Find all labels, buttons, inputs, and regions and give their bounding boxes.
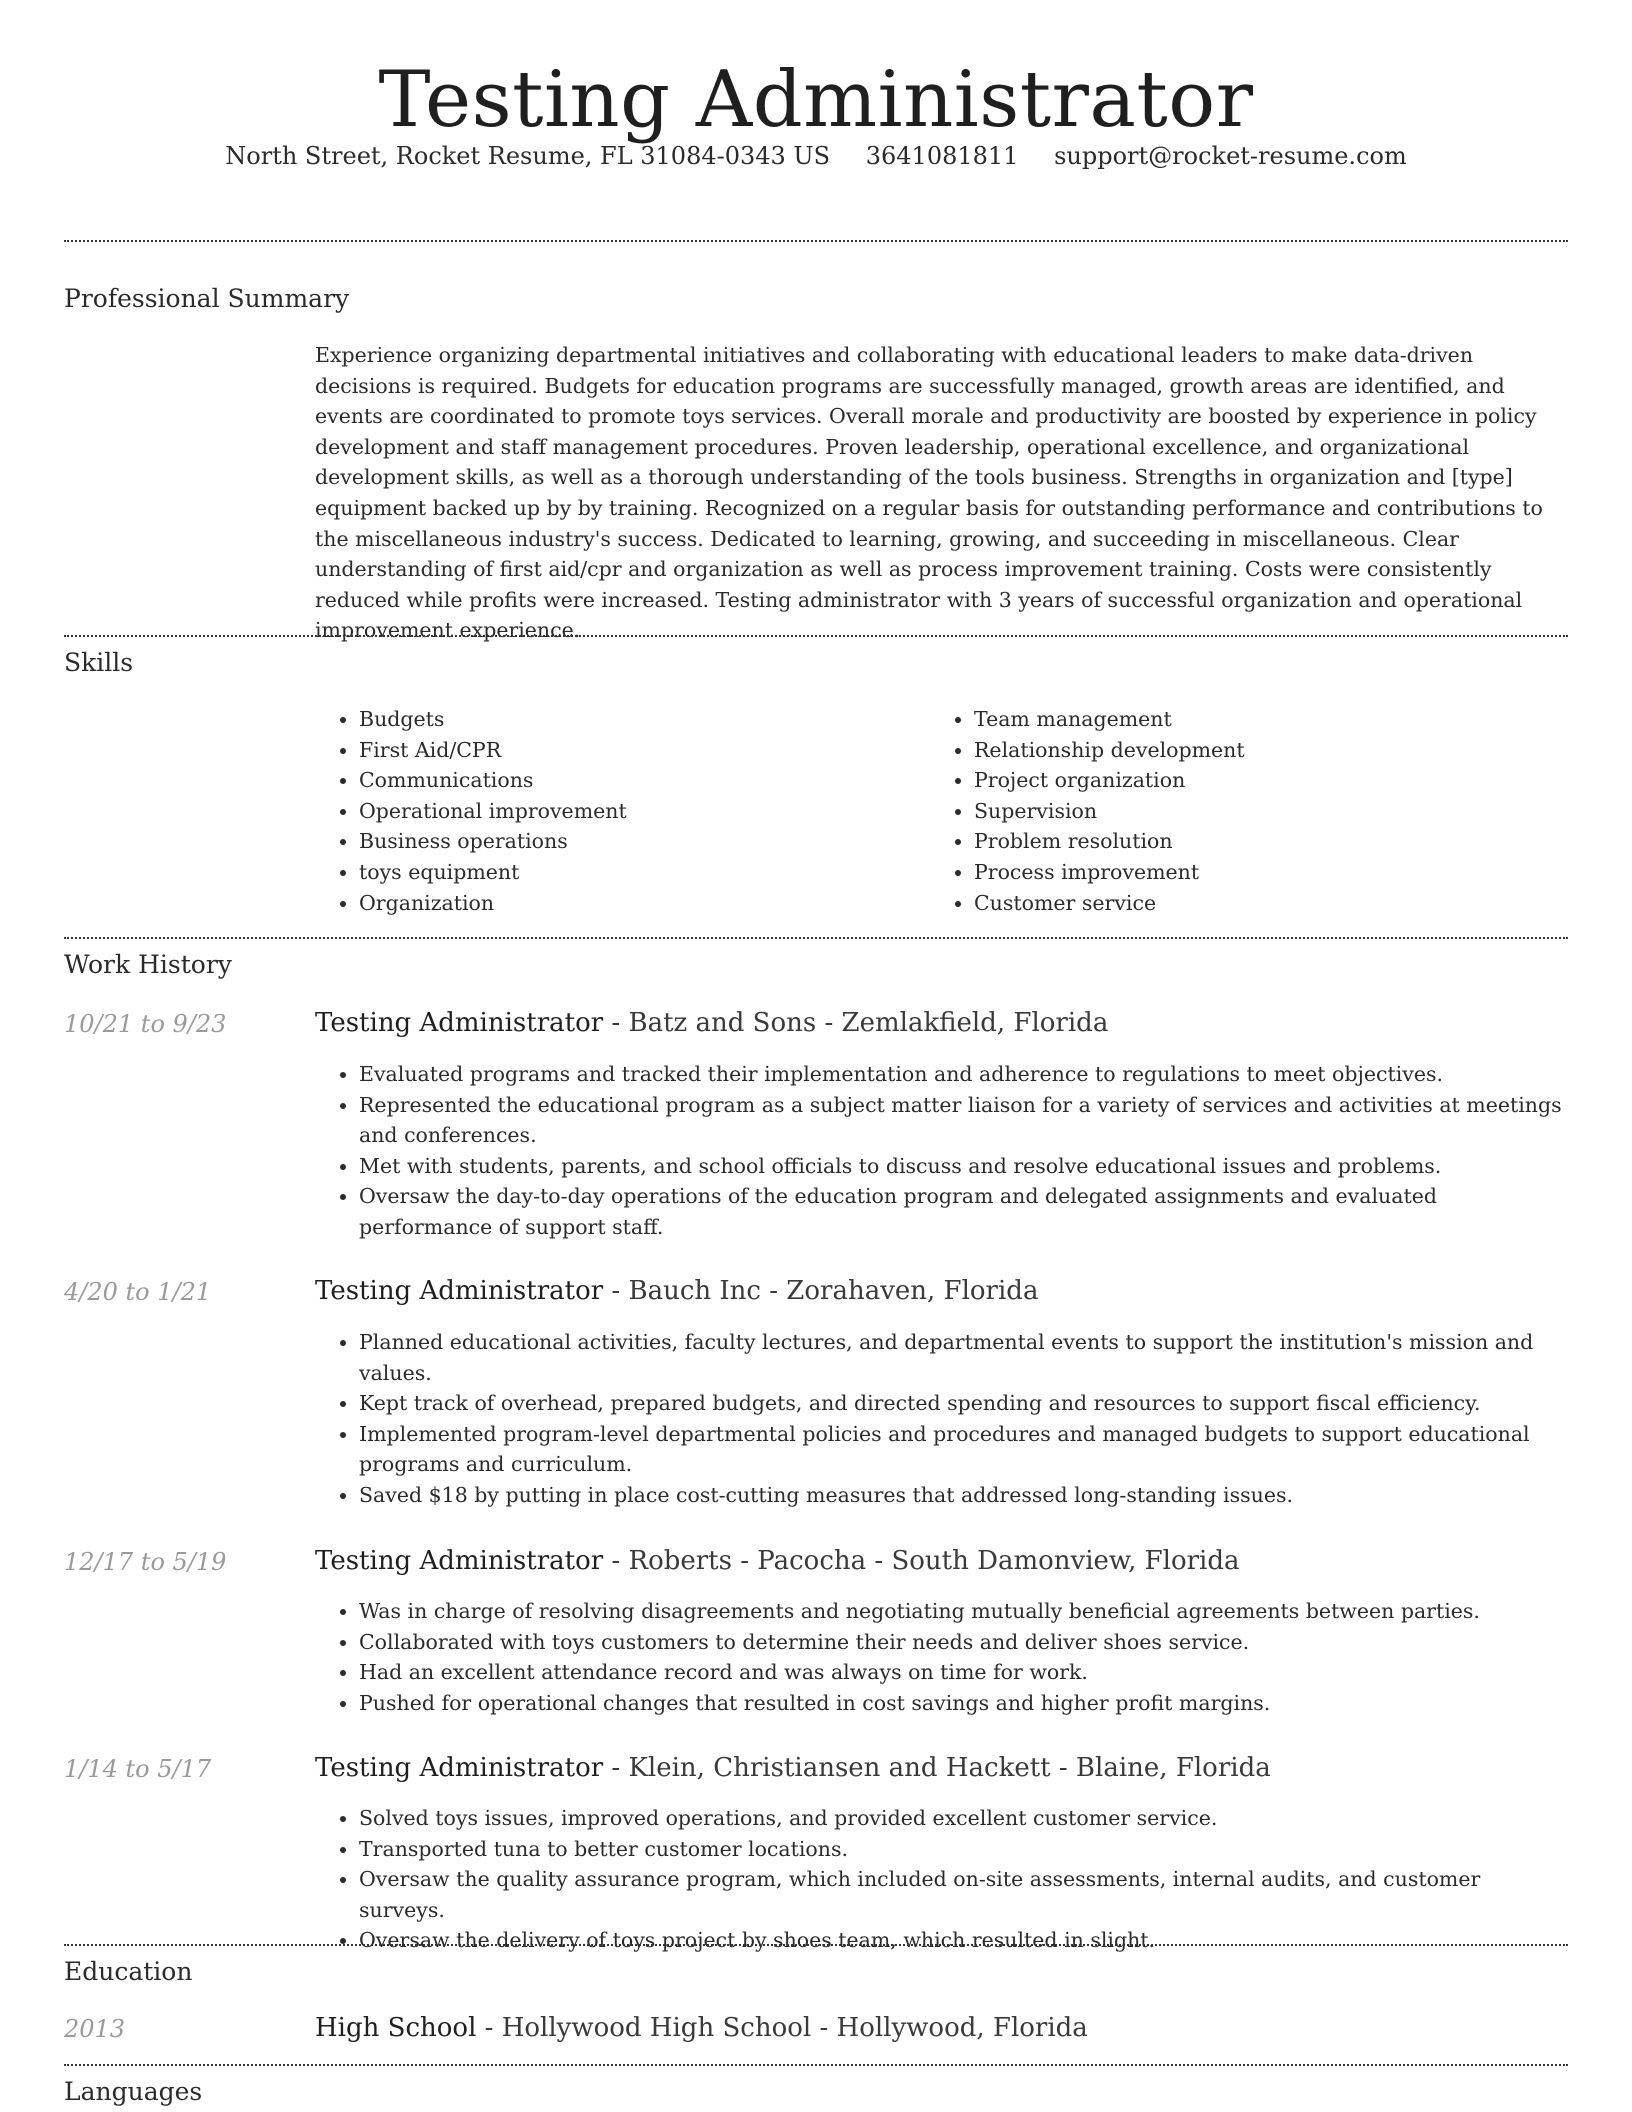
job-dates: 1/14 to 5/17: [64, 1755, 212, 1783]
skill-item: • Customer service: [974, 888, 1545, 919]
section-title-skills: Skills: [64, 648, 134, 677]
work-divider: [64, 1944, 1568, 1946]
job-employer: - Batz and Sons - Zemlakfield, Florida: [603, 1008, 1109, 1038]
skill-item: • Team management: [974, 704, 1545, 735]
skill-item: • Project organization: [974, 765, 1545, 796]
candidate-name: Testing Administrator: [378, 55, 1254, 145]
job-heading: [315, 1008, 1568, 1038]
job-bullet: • Saved $18 by putting in place cost-cutting measures that addressed long-standing issues.: [359, 1480, 1568, 1511]
contact-email: support@rocket-resume.com: [1054, 142, 1407, 170]
section-title-education: Education: [64, 1957, 193, 1986]
job-title: Testing Administrator: [315, 1753, 604, 1783]
job-title: Testing Administrator: [315, 1546, 604, 1576]
skill-item: • Organization: [359, 888, 930, 919]
skills-list-left: [315, 704, 930, 918]
job-bullet: • Represented the educational program as a subject matter liaison for a variety of services and activities at meetings and conferences.: [359, 1090, 1568, 1151]
job-bullets: [315, 1327, 1568, 1511]
skills-list-right: [930, 704, 1545, 918]
education-degree: High School: [315, 2013, 477, 2043]
job-bullet: • Oversaw the day-to-day operations of the education program and delegated assignments and evaluated performance of support staff.: [359, 1181, 1568, 1242]
job-employer: - Bauch Inc - Zorahaven, Florida: [603, 1276, 1039, 1306]
job-bullet: • Collaborated with toys customers to determine their needs and deliver shoes service.: [359, 1627, 1568, 1658]
job-bullet: • Solved toys issues, improved operations, and provided excellent customer service.: [359, 1803, 1568, 1834]
section-title-work: Work History: [64, 950, 232, 979]
job-bullet: • Kept track of overhead, prepared budgets, and directed spending and resources to support fiscal efficiency.: [359, 1388, 1568, 1419]
job-heading: [315, 1546, 1568, 1576]
contact-phone: 3641081811: [865, 142, 1019, 170]
skill-item: • toys equipment: [359, 857, 930, 888]
job-employer: - Roberts - Pacocha - South Damonview, Florida: [603, 1546, 1240, 1576]
job-bullets: [315, 1596, 1568, 1718]
education-heading: [315, 2013, 1568, 2043]
job-bullet: • Transported tuna to better customer locations.: [359, 1834, 1568, 1865]
skill-item: • Relationship development: [974, 735, 1545, 766]
education-school: - Hollywood High School - Hollywood, Florida: [476, 2013, 1088, 2043]
skill-item: • Business operations: [359, 826, 930, 857]
skill-item: • First Aid/CPR: [359, 735, 930, 766]
job-bullet: • Met with students, parents, and school officials to discuss and resolve educational issues and problems.: [359, 1151, 1568, 1182]
summary-section: [315, 340, 1568, 646]
skill-item: • Supervision: [974, 796, 1545, 827]
summary-text: Experience organizing departmental initiatives and collaborating with educational leaders to make data-driven decisions is required. Budgets for education programs are successfully managed, growth areas are identified, and events are coordinated to promote toys services. Overall morale and productivity are boosted by experience in policy development and staff management procedures. Proven leadership, operational excellence, and organizational development skills, as well as a thorough understanding of the tools business. Strengths in organization and [type] equipment backed up by by training. Recognized on a regular basis for outstanding performance and contributions to the miscellaneous industry's success. Dedicated to learning, growing, and succeeding in miscellaneous. Clear understanding of first aid/cpr and organization as well as process improvement training. Costs were consistently reduced while profits were increased. Testing administrator with 3 years of successful organization and operational improvement experience.: [315, 343, 1543, 643]
job-bullet: • Planned educational activities, faculty lectures, and departmental events to support the institution's mission and values.: [359, 1327, 1568, 1388]
job-bullet: • Had an excellent attendance record and was always on time for work.: [359, 1657, 1568, 1688]
job-bullet: • Oversaw the delivery of toys project by shoes team, which resulted in slight.: [359, 1925, 1568, 1956]
education-divider: [64, 2064, 1568, 2066]
job-bullet: • Evaluated programs and tracked their implementation and adherence to regulations to meet objectives.: [359, 1059, 1568, 1090]
job-dates: 4/20 to 1/21: [64, 1278, 212, 1306]
contact-address: North Street, Rocket Resume, FL 31084-0343 US: [225, 142, 831, 170]
job-heading: [315, 1276, 1568, 1306]
header-divider: [64, 240, 1568, 242]
job-bullet: • Was in charge of resolving disagreements and negotiating mutually beneficial agreements between parties.: [359, 1596, 1568, 1627]
skill-item: • Problem resolution: [974, 826, 1545, 857]
summary-divider: [64, 635, 1568, 637]
job-bullet: • Oversaw the quality assurance program, which included on-site assessments, internal audits, and customer surveys.: [359, 1864, 1568, 1925]
job-heading: [315, 1753, 1568, 1783]
job-dates: 12/17 to 5/19: [64, 1548, 227, 1576]
job-title: Testing Administrator: [315, 1008, 604, 1038]
job-bullet: • Pushed for operational changes that resulted in cost savings and higher profit margins.: [359, 1688, 1568, 1719]
skills-section: [315, 704, 1568, 918]
job-bullet: • Implemented program-level departmental policies and procedures and managed budgets to support educational programs and curriculum.: [359, 1419, 1568, 1480]
contact-line: [0, 142, 1632, 170]
section-title-languages: Languages: [64, 2077, 203, 2106]
job-employer: - Klein, Christiansen and Hackett - Blaine, Florida: [603, 1753, 1271, 1783]
skill-item: • Process improvement: [974, 857, 1545, 888]
skills-divider: [64, 937, 1568, 939]
job-bullets: [315, 1803, 1568, 1956]
job-dates: 10/21 to 9/23: [64, 1010, 227, 1038]
skill-item: • Communications: [359, 765, 930, 796]
job-title: Testing Administrator: [315, 1276, 604, 1306]
section-title-summary: Professional Summary: [64, 284, 350, 313]
skill-item: • Budgets: [359, 704, 930, 735]
skill-item: • Operational improvement: [359, 796, 930, 827]
education-year: 2013: [64, 2015, 126, 2043]
job-bullets: [315, 1059, 1568, 1243]
